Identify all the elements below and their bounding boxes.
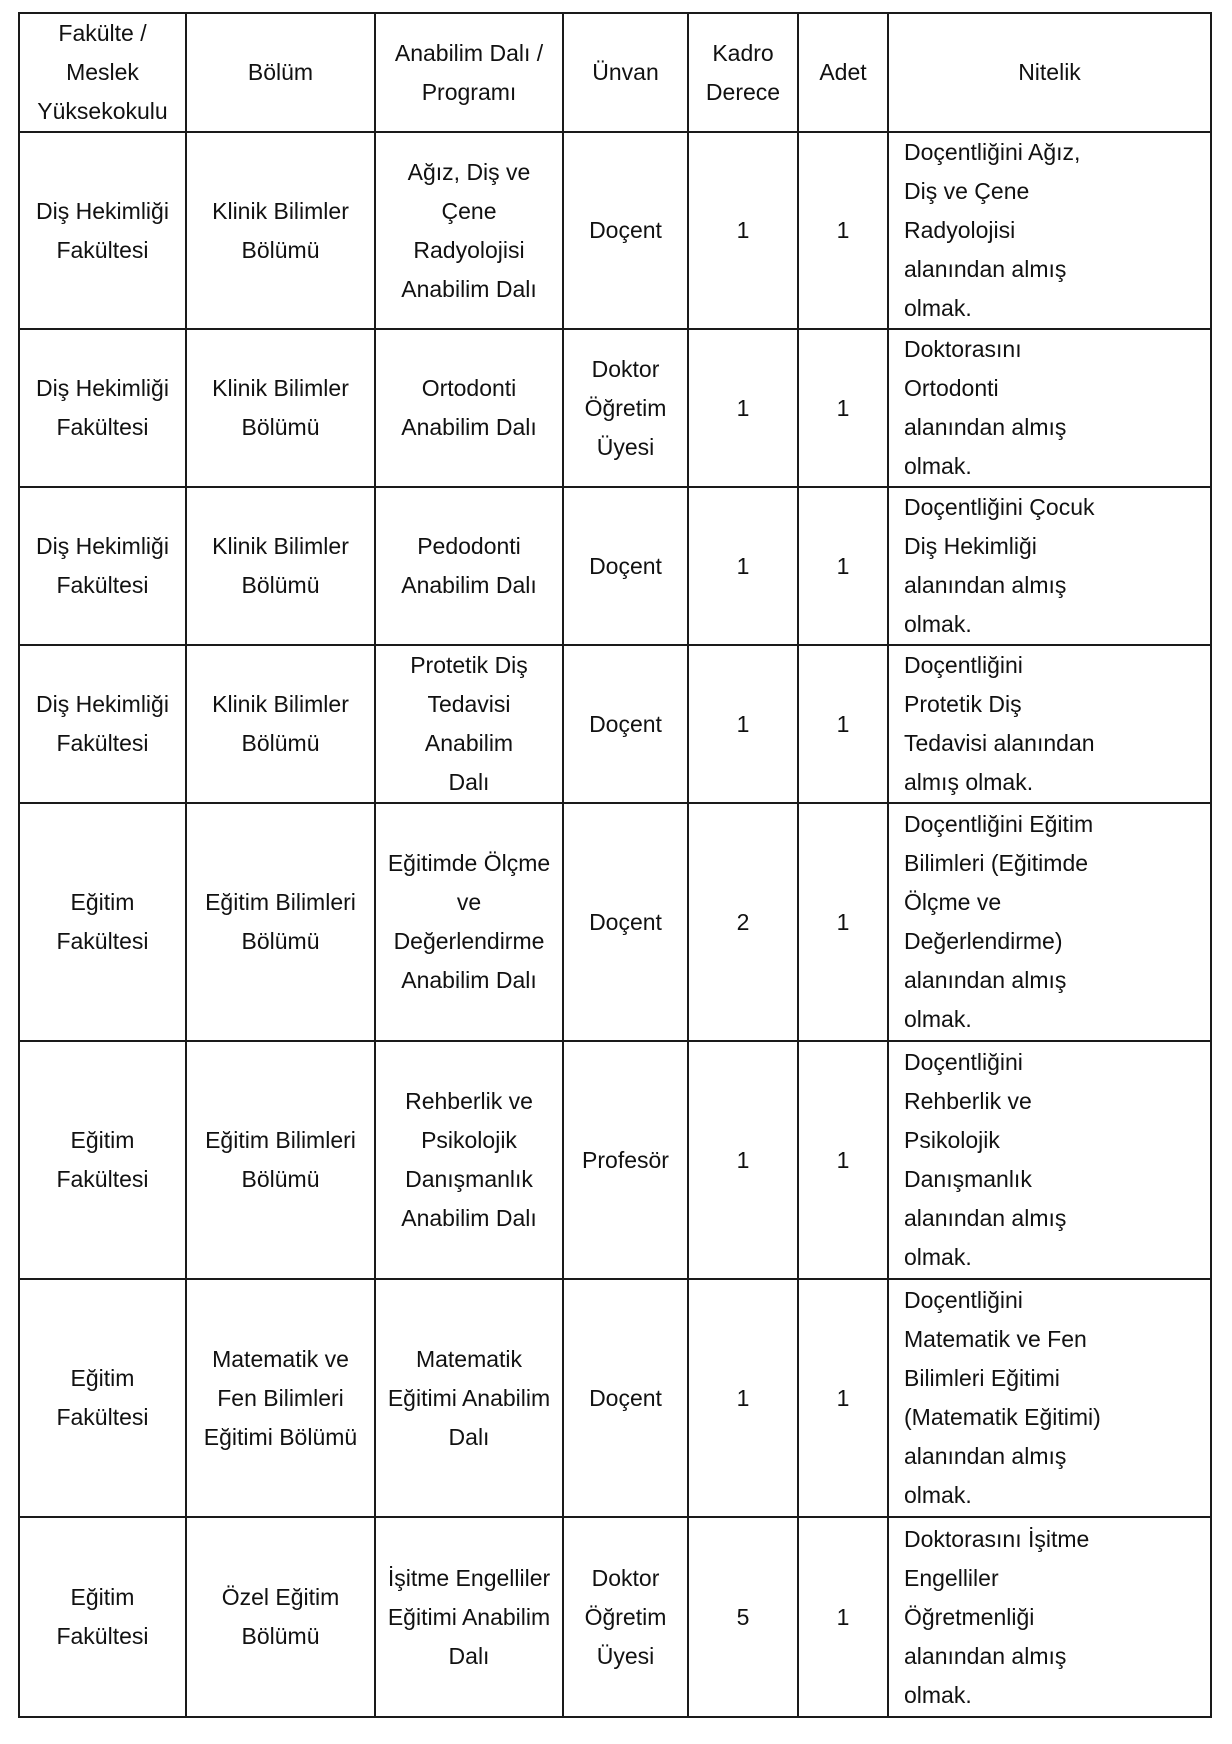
cell-adet: 1 bbox=[798, 1041, 888, 1279]
header-bolum: Bölüm bbox=[186, 13, 375, 132]
header-adet: Adet bbox=[798, 13, 888, 132]
cell-bolum: Klinik Bilimler Bölümü bbox=[186, 132, 375, 329]
cell-nitelik: Doçentliğini Ağız, Diş ve Çene Radyolojisi alanından almış olmak. bbox=[888, 132, 1211, 329]
cell-kadro-derece: 1 bbox=[688, 1279, 798, 1517]
cell-bolum: Klinik Bilimler Bölümü bbox=[186, 645, 375, 803]
cell-bolum: Özel Eğitim Bölümü bbox=[186, 1517, 375, 1717]
table-row bbox=[19, 487, 1211, 645]
cell-kadro-derece: 1 bbox=[688, 1041, 798, 1279]
cell-unvan: Doçent bbox=[563, 132, 688, 329]
cell-adet: 1 bbox=[798, 1279, 888, 1517]
cell-unvan: Doçent bbox=[563, 645, 688, 803]
table-row bbox=[19, 329, 1211, 487]
cell-nitelik: Doçentliğini Protetik Diş Tedavisi alanından almış olmak. bbox=[888, 645, 1211, 803]
positions-table bbox=[18, 12, 1212, 1718]
cell-kadro-derece: 2 bbox=[688, 803, 798, 1041]
table-row bbox=[19, 1517, 1211, 1717]
cell-adet: 1 bbox=[798, 132, 888, 329]
cell-adet: 1 bbox=[798, 487, 888, 645]
cell-unvan: Doçent bbox=[563, 487, 688, 645]
cell-bolum: Eğitim Bilimleri Bölümü bbox=[186, 803, 375, 1041]
cell-anabilim: Rehberlik ve Psikolojik Danışmanlık Anabilim Dalı bbox=[375, 1041, 563, 1279]
cell-bolum: Eğitim Bilimleri Bölümü bbox=[186, 1041, 375, 1279]
cell-kadro-derece: 1 bbox=[688, 645, 798, 803]
header-fakulte: Fakülte / Meslek Yüksekokulu bbox=[19, 13, 186, 132]
cell-fakulte: Diş Hekimliği Fakültesi bbox=[19, 645, 186, 803]
cell-bolum: Klinik Bilimler Bölümü bbox=[186, 329, 375, 487]
cell-adet: 1 bbox=[798, 645, 888, 803]
cell-nitelik: Doçentliğini Çocuk Diş Hekimliği alanından almış olmak. bbox=[888, 487, 1211, 645]
cell-nitelik: Doktorasını Ortodonti alanından almış olmak. bbox=[888, 329, 1211, 487]
cell-fakulte: Eğitim Fakültesi bbox=[19, 803, 186, 1041]
table-row bbox=[19, 1041, 1211, 1279]
cell-anabilim: Protetik Diş Tedavisi Anabilim Dalı bbox=[375, 645, 563, 803]
cell-unvan: Doktor Öğretim Üyesi bbox=[563, 329, 688, 487]
cell-unvan: Doçent bbox=[563, 1279, 688, 1517]
cell-anabilim: Eğitimde Ölçme ve Değerlendirme Anabilim Dalı bbox=[375, 803, 563, 1041]
cell-anabilim: Ağız, Diş ve Çene Radyolojisi Anabilim Dalı bbox=[375, 132, 563, 329]
cell-nitelik: Doktorasını İşitme Engelliler Öğretmenliği alanından almış olmak. bbox=[888, 1517, 1211, 1717]
cell-nitelik: Doçentliğini Eğitim Bilimleri (Eğitimde Ölçme ve Değerlendirme) alanından almış olmak. bbox=[888, 803, 1211, 1041]
header-anabilim: Anabilim Dalı / Programı bbox=[375, 13, 563, 132]
header-nitelik: Nitelik bbox=[888, 13, 1211, 132]
cell-fakulte: Eğitim Fakültesi bbox=[19, 1041, 186, 1279]
cell-kadro-derece: 1 bbox=[688, 329, 798, 487]
table-row bbox=[19, 803, 1211, 1041]
cell-kadro-derece: 1 bbox=[688, 487, 798, 645]
cell-anabilim: Pedodonti Anabilim Dalı bbox=[375, 487, 563, 645]
cell-adet: 1 bbox=[798, 803, 888, 1041]
cell-fakulte: Diş Hekimliği Fakültesi bbox=[19, 329, 186, 487]
cell-fakulte: Diş Hekimliği Fakültesi bbox=[19, 132, 186, 329]
cell-adet: 1 bbox=[798, 1517, 888, 1717]
cell-unvan: Doçent bbox=[563, 803, 688, 1041]
header-row bbox=[19, 13, 1211, 132]
cell-anabilim: Ortodonti Anabilim Dalı bbox=[375, 329, 563, 487]
cell-fakulte: Eğitim Fakültesi bbox=[19, 1279, 186, 1517]
cell-nitelik: Doçentliğini Rehberlik ve Psikolojik Danışmanlık alanından almış olmak. bbox=[888, 1041, 1211, 1279]
table-row bbox=[19, 645, 1211, 803]
cell-adet: 1 bbox=[798, 329, 888, 487]
cell-unvan: Doktor Öğretim Üyesi bbox=[563, 1517, 688, 1717]
header-unvan: Ünvan bbox=[563, 13, 688, 132]
header-kadro-derece: Kadro Derece bbox=[688, 13, 798, 132]
cell-anabilim: İşitme Engelliler Eğitimi Anabilim Dalı bbox=[375, 1517, 563, 1717]
cell-bolum: Klinik Bilimler Bölümü bbox=[186, 487, 375, 645]
cell-bolum: Matematik ve Fen Bilimleri Eğitimi Bölümü bbox=[186, 1279, 375, 1517]
cell-kadro-derece: 1 bbox=[688, 132, 798, 329]
cell-fakulte: Diş Hekimliği Fakültesi bbox=[19, 487, 186, 645]
cell-nitelik: Doçentliğini Matematik ve Fen Bilimleri Eğitimi (Matematik Eğitimi) alanından almış olmak. bbox=[888, 1279, 1211, 1517]
cell-kadro-derece: 5 bbox=[688, 1517, 798, 1717]
cell-fakulte: Eğitim Fakültesi bbox=[19, 1517, 186, 1717]
cell-anabilim: Matematik Eğitimi Anabilim Dalı bbox=[375, 1279, 563, 1517]
table-row bbox=[19, 1279, 1211, 1517]
table-row bbox=[19, 132, 1211, 329]
cell-unvan: Profesör bbox=[563, 1041, 688, 1279]
